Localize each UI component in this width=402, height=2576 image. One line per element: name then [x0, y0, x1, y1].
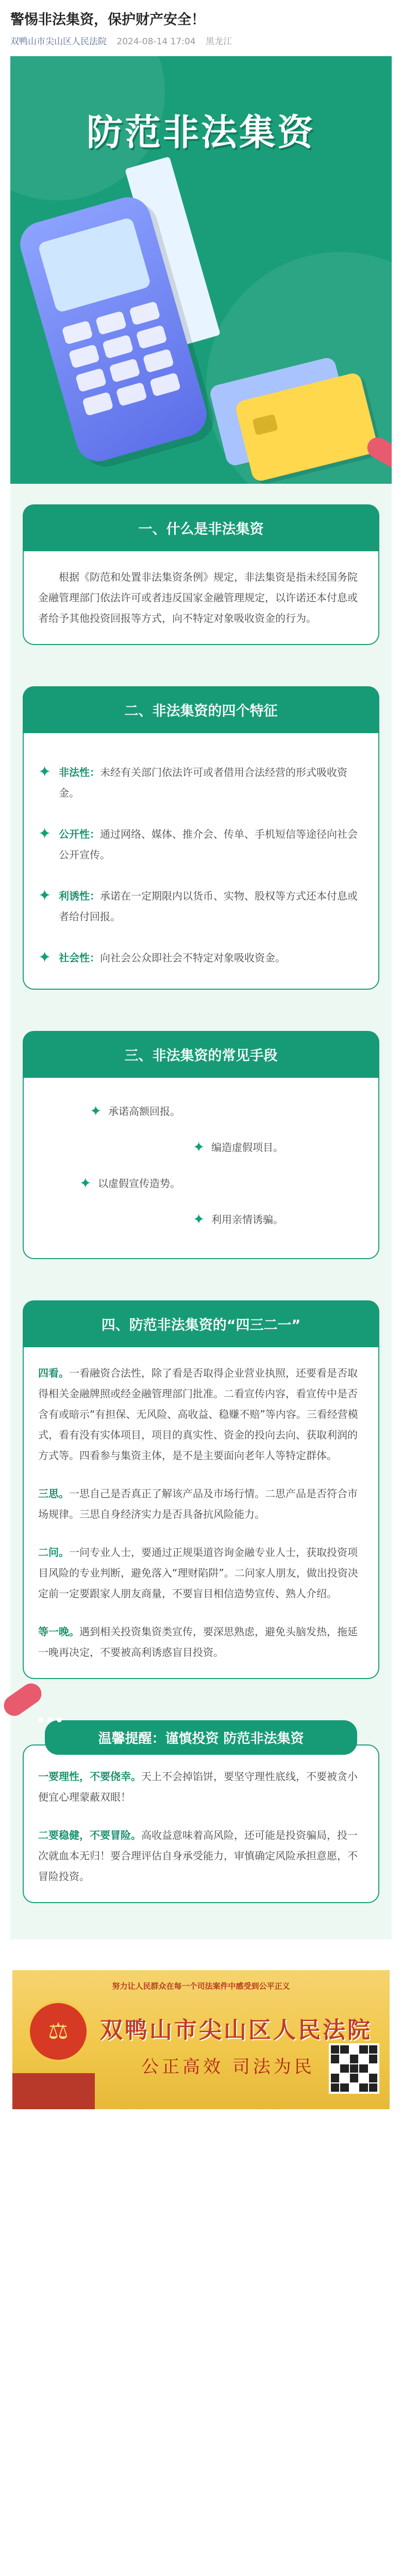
tip-label: 一要理性，不要侥幸。: [38, 1770, 141, 1783]
feature-label: 非法性：: [59, 766, 100, 778]
tip-label: 二要稳健，不要冒险。: [38, 1829, 141, 1841]
feature-text: 通过网络、媒体、推介会、传单、手机短信等途径向社会公开宣传。: [59, 828, 358, 861]
sparkle-icon: ✦: [193, 1139, 205, 1156]
section-content: [23, 551, 379, 645]
feature-item: [38, 824, 364, 865]
court-emblem-icon: ⚖: [28, 2001, 89, 2062]
account-name-link[interactable]: 双鸭山市尖山区人民法院: [10, 37, 107, 47]
dots-decoration: [38, 1717, 62, 1722]
sparkle-icon: ✦: [79, 1175, 92, 1192]
block-text: 一问专业人士，要通过正规渠道咨询金融专业人士，获取投资项目风险的专业判断，避免落入“理财陷阱”。二问家人朋友，做出投资决定前一定要跟家人朋友商量，不要盲目相信造势宣传、熟人介绍。: [38, 1546, 358, 1600]
banner-top-text: 努力让人民群众在每一个司法案件中感受到公平正义: [112, 1981, 290, 1991]
court-banner-image: [12, 1970, 390, 2109]
feature-label: 公开性：: [59, 828, 100, 840]
tip-heading-wrap: [23, 1720, 379, 1755]
tip-item: [38, 1766, 364, 1807]
feature-item: [38, 886, 364, 927]
sparkle-icon: ✦: [193, 1211, 205, 1228]
qr-code-icon: [329, 2043, 379, 2094]
tip-content: [23, 1744, 379, 1903]
hero-illustration: [10, 56, 392, 484]
method-text: 编造虚假项目。: [211, 1141, 283, 1154]
spacer: [10, 1903, 392, 1934]
block-text: 一思自己是否真正了解该产品及市场行情。二思产品是否符合市场规律。三思自身经济实力是否具备抗风险能力。: [38, 1487, 358, 1520]
feature-label: 利诱性：: [59, 890, 100, 902]
prevention-block: [38, 1483, 364, 1524]
block-label: 二问。: [38, 1546, 69, 1558]
section-heading: 四、防范非法集资的“四三二一”: [23, 1300, 379, 1347]
feature-text: 向社会公众即社会不特定对象吸收资金。: [100, 952, 286, 964]
sparkle-icon: ✦: [38, 948, 52, 967]
banner-main-text: 双鸭山市尖山区人民法院: [100, 2017, 372, 2043]
sparkle-icon: ✦: [38, 763, 52, 781]
definition-text: 根据《防范和处置非法集资条例》规定，非法集资是指未经国务院金融管理部门依法许可或者违反国家金融管理规定，以许诺还本付息或者给予其他投资回报等方式，向不特定对象吸收资金的行为。: [38, 571, 358, 624]
sparkle-icon: ✦: [38, 825, 52, 843]
tip-heading: 温馨提醒：谨慎投资 防范非法集资: [45, 1720, 357, 1755]
section-content: [23, 1347, 379, 1679]
section-content: [23, 733, 379, 990]
sparkle-icon: ✦: [38, 887, 52, 905]
tip-section: [23, 1720, 379, 1903]
article-meta: [0, 34, 402, 56]
section-prevention: [23, 1300, 379, 1679]
method-item: [38, 1129, 364, 1165]
hero-title: 防范非法集资: [87, 111, 315, 154]
tiananmen-decoration: [12, 2073, 95, 2109]
feature-item: [38, 762, 364, 803]
method-text: 以虚假宣传造势。: [98, 1177, 180, 1190]
method-item: [38, 1165, 364, 1201]
feature-text: 未经有关部门依法许可或者借用合法经营的形式吸收资金。: [59, 766, 347, 799]
tip-text: 天上不会掉馅饼，要坚守理性底线，不要被贪小便宜心理蒙蔽双眼！: [38, 1770, 358, 1803]
tip-item: [38, 1825, 364, 1887]
feature-text: 承诺在一定期限内以货币、实物、股权等方式还本付息或者给付回报。: [59, 890, 358, 923]
block-label: 等一晚。: [38, 1625, 79, 1638]
prevention-block: [38, 1363, 364, 1466]
method-text: 利用亲情诱骗。: [211, 1213, 283, 1226]
publish-region: 黑龙江: [206, 37, 232, 47]
block-text: 一看融资合法性，除了看是否取得企业营业执照，还要看是否取得相关金融牌照或经金融管理部门批准。二看宣传内容，看宣传中是否含有或暗示“有担保、无风险、高收益、稳赚不赔”等内容。三看经营模式，看有没有实体项目，项目的真实性、资金的投向去向、获取利润的方式等。四看参与集资主体，是不是主要面向老年人等特定群体。: [38, 1367, 358, 1462]
section-content: [23, 1078, 379, 1259]
method-item: [38, 1201, 364, 1238]
section-heading: 二、非法集资的四个特征: [23, 686, 379, 733]
article-title: 警惕非法集资，保护财产安全！: [10, 12, 205, 28]
card-chip: [252, 414, 278, 435]
pos-screen: [38, 217, 152, 313]
publish-time: 2024-08-14 17:04: [116, 37, 196, 47]
article-body: [10, 56, 392, 1939]
tip-text: 高收益意味着高风险，还可能是投资骗局，投一次就血本无归！要合理评估自身承受能力，审慎确定风险承担意愿，不冒险投资。: [38, 1829, 358, 1883]
section-features: [23, 686, 379, 990]
section-methods: [23, 1031, 379, 1259]
prevention-block: [38, 1621, 364, 1663]
method-item: [38, 1093, 364, 1129]
pos-keypad: [61, 301, 181, 416]
ribbon-decoration: [0, 1680, 45, 1720]
method-text: 承诺高额回报。: [108, 1105, 180, 1117]
section-heading: 一、什么是非法集资: [23, 504, 379, 551]
block-label: 三思。: [38, 1487, 69, 1500]
block-text: 遇到相关投资集资类宣传，要深思熟虑，避免头脑发热，拖延一晚再决定，不要被高利诱惑盲目投资。: [38, 1625, 358, 1658]
banner-slogan: 公正高效 司法为民: [141, 2057, 315, 2077]
sparkle-icon: ✦: [90, 1103, 102, 1120]
feature-label: 社会性：: [59, 952, 100, 964]
section-what-is: [23, 504, 379, 645]
prevention-block: [38, 1542, 364, 1604]
block-label: 四看。: [38, 1367, 69, 1379]
feature-item: [38, 947, 364, 968]
section-heading: 三、非法集资的常见手段: [23, 1031, 379, 1078]
